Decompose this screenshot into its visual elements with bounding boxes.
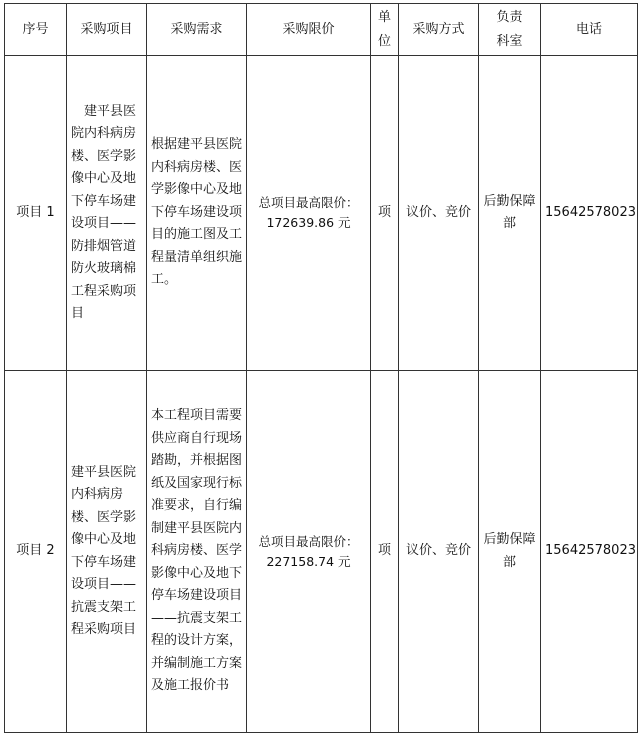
header-row bbox=[5, 4, 638, 56]
header-no: 序号 bbox=[5, 4, 67, 56]
row-dept: 后勤保障部 bbox=[479, 371, 541, 733]
row-phone: 15642578023 bbox=[541, 56, 638, 371]
header-requirement: 采购需求 bbox=[147, 4, 247, 56]
header-dept-line2: 科室 bbox=[496, 33, 523, 49]
row-limit-label: 总项目最高限价： bbox=[258, 533, 359, 549]
header-dept bbox=[479, 4, 541, 56]
header-limit: 采购限价 bbox=[247, 4, 371, 56]
row-method: 议价、竞价 bbox=[399, 371, 479, 733]
row-dept: 后勤保障部 bbox=[479, 56, 541, 371]
procurement-table bbox=[4, 3, 638, 733]
header-method: 采购方式 bbox=[399, 4, 479, 56]
row-no: 项目 1 bbox=[5, 56, 67, 371]
header-phone: 电话 bbox=[541, 4, 638, 56]
row-unit: 项 bbox=[371, 56, 399, 371]
row-unit: 项 bbox=[371, 371, 399, 733]
table-row bbox=[5, 56, 638, 371]
row-project: 建平县医院内科病房楼、医学影像中心及地下停车场建设项目——抗震支架工程采购项目 bbox=[67, 371, 147, 733]
row-phone: 15642578023 bbox=[541, 371, 638, 733]
row-limit-label: 总项目最高限价： bbox=[258, 195, 359, 210]
row-requirement: 本工程项目需要供应商自行现场踏勘，并根据图纸及国家现行标准要求，自行编制建平县医院内科病房楼、医学影像中心及地下停车场建设项目——抗震支架工程的设计方案，并编制施工方案及施工报价书 bbox=[147, 371, 247, 733]
header-project: 采购项目 bbox=[67, 4, 147, 56]
row-method: 议价、竞价 bbox=[399, 56, 479, 371]
header-unit bbox=[371, 4, 399, 56]
row-limit bbox=[247, 371, 371, 733]
header-unit-line1: 单 bbox=[377, 9, 391, 25]
table-row bbox=[5, 371, 638, 733]
row-limit-value: 172639.86 元 bbox=[266, 215, 351, 230]
row-limit bbox=[247, 56, 371, 371]
row-requirement: 根据建平县医院内科病房楼、医学影像中心及地下停车场建设项目的施工图及工程量清单组织施工。 bbox=[147, 56, 247, 371]
row-no: 项目 2 bbox=[5, 371, 67, 733]
row-limit-value: 227158.74 元 bbox=[266, 553, 351, 569]
header-dept-line1: 负责 bbox=[496, 9, 523, 25]
header-unit-line2: 位 bbox=[377, 33, 391, 49]
row-project: 建平县医院内科病房楼、医学影像中心及地下停车场建设项目——防排烟管道防火玻璃棉工程采购项目 bbox=[67, 56, 147, 371]
